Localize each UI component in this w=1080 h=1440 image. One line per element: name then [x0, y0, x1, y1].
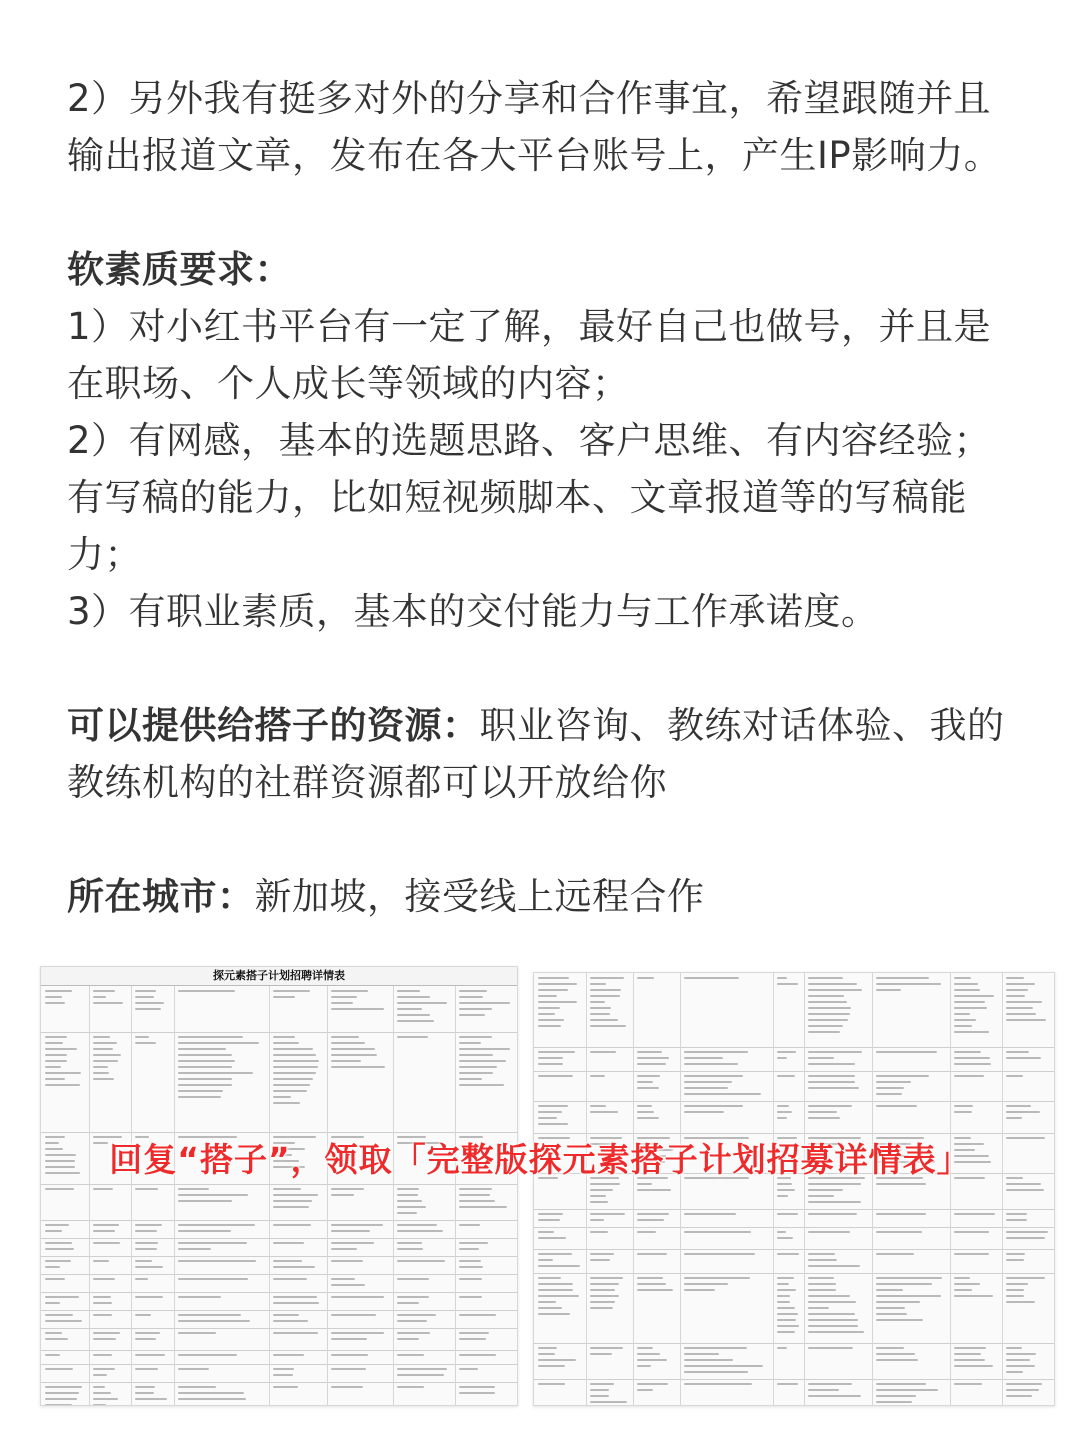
spreadsheet-cell [327, 1184, 395, 1220]
spreadsheet-cell [1002, 1101, 1055, 1133]
spreadsheet-cell [41, 986, 90, 1032]
spreadsheet-cell [131, 1238, 175, 1256]
spreadsheet-cell [534, 1101, 587, 1133]
spreadsheet-cell [804, 1249, 873, 1273]
paragraph-line: 3）有职业素质，基本的交付能力与工作承诺度。 [67, 590, 879, 633]
spreadsheet-cell [804, 1101, 873, 1133]
spreadsheet-cell [269, 1328, 327, 1350]
spreadsheet-cell [773, 1379, 805, 1406]
spreadsheet-cell [455, 986, 518, 1032]
spreadsheet-cell [586, 1209, 634, 1227]
spreadsheet-cell [41, 1310, 90, 1328]
spreadsheet-cell [804, 1209, 873, 1227]
spreadsheet-cell [174, 1350, 270, 1364]
spreadsheet-cell [586, 973, 634, 1047]
spreadsheet-row [41, 1238, 517, 1257]
spreadsheet-cell [269, 1032, 327, 1132]
spreadsheet-cell [804, 1379, 873, 1406]
spreadsheet-cell [269, 1274, 327, 1292]
spreadsheet-cell [327, 1032, 395, 1132]
spreadsheet-cell [455, 1220, 518, 1238]
spreadsheet-row [534, 1047, 1054, 1072]
resources-label: 可以提供给搭子的资源： [67, 704, 480, 747]
spreadsheet-cell [89, 1350, 133, 1364]
spreadsheet-cell [586, 1343, 634, 1379]
spreadsheet-cell [41, 1328, 90, 1350]
spreadsheet-cell [393, 1364, 456, 1382]
spreadsheet-cell [41, 1350, 90, 1364]
spreadsheet-cell [950, 1343, 1003, 1379]
spreadsheet-cell [131, 1328, 175, 1350]
spreadsheet-row [41, 1328, 517, 1351]
spreadsheet-row [41, 1032, 517, 1133]
spreadsheet-cell [89, 1382, 133, 1406]
spreadsheet-cell [131, 1310, 175, 1328]
spreadsheet-cell [174, 1310, 270, 1328]
spreadsheet-cell [41, 1274, 90, 1292]
spreadsheet-cell [174, 1032, 270, 1132]
spreadsheet-cell [633, 973, 681, 1047]
spreadsheet-cell [633, 1343, 681, 1379]
spreadsheet-cell [773, 1249, 805, 1273]
spreadsheet-row [41, 1310, 517, 1329]
spreadsheet-cell [89, 1274, 133, 1292]
spreadsheet-row [41, 1350, 517, 1365]
spreadsheet-cell [534, 1209, 587, 1227]
spreadsheet-cell [633, 1379, 681, 1406]
spreadsheet-cell [174, 1256, 270, 1274]
spreadsheet-cell [269, 1256, 327, 1274]
spreadsheet-cell [534, 1227, 587, 1249]
spreadsheet-cell [131, 1274, 175, 1292]
spreadsheet-cell [393, 1382, 456, 1406]
spreadsheet-row [534, 973, 1054, 1048]
spreadsheet-cell [872, 1209, 951, 1227]
spreadsheet-cell [89, 1292, 133, 1310]
spreadsheet-cell [586, 1227, 634, 1249]
spreadsheet-cell [131, 1350, 175, 1364]
spreadsheet-cell [1002, 1343, 1055, 1379]
spreadsheet-cell [327, 1292, 395, 1310]
city-line [67, 868, 1027, 925]
spreadsheet-cell [773, 1209, 805, 1227]
spreadsheet-cell [327, 1220, 395, 1238]
city-label: 所在城市： [67, 875, 255, 918]
spreadsheet-cell [327, 1328, 395, 1350]
spreadsheet-title: 探元素搭子计划招聘详情表 [41, 967, 517, 986]
spreadsheet-cell [633, 1273, 681, 1343]
spreadsheet-cell [950, 1227, 1003, 1249]
spreadsheet-cell [89, 1310, 133, 1328]
spreadsheet-cell [950, 1101, 1003, 1133]
spreadsheet-cell [89, 1184, 133, 1220]
spreadsheet-cell [269, 986, 327, 1032]
spreadsheet-cell [327, 1238, 395, 1256]
spreadsheet-cell [872, 1343, 951, 1379]
spreadsheet-cell [455, 1310, 518, 1328]
spreadsheet-row [534, 1101, 1054, 1134]
spreadsheet-cell [1002, 1379, 1055, 1406]
spreadsheet-cell [534, 1343, 587, 1379]
spreadsheet-cell [804, 1273, 873, 1343]
spreadsheet-cell [455, 1238, 518, 1256]
spreadsheet-row [534, 1071, 1054, 1102]
spreadsheet-cell [1002, 1209, 1055, 1227]
spreadsheet-cell [131, 1220, 175, 1238]
spreadsheet-cell [872, 1379, 951, 1406]
spreadsheet-cell [174, 1292, 270, 1310]
spreadsheet-cell [131, 1382, 175, 1406]
spreadsheet-row [534, 1209, 1054, 1228]
spreadsheet-cell [773, 1343, 805, 1379]
spreadsheet-cell [89, 1256, 133, 1274]
spreadsheet-cell [327, 1274, 395, 1292]
spreadsheet-cell [89, 1328, 133, 1350]
spreadsheet-row [41, 1382, 517, 1406]
spreadsheet-cell [586, 1101, 634, 1133]
spreadsheet-cell [327, 1382, 395, 1406]
spreadsheet-cell [455, 1292, 518, 1310]
spreadsheet-cell [269, 1310, 327, 1328]
spreadsheet-cell [174, 1184, 270, 1220]
spreadsheet-cell [950, 1071, 1003, 1101]
spreadsheet-row [41, 986, 517, 1033]
spreadsheet-cell [872, 1101, 951, 1133]
spreadsheet-cell [131, 986, 175, 1032]
spreadsheet-cell [804, 1071, 873, 1101]
spreadsheet-cell [680, 1227, 775, 1249]
spreadsheet-cell [633, 1227, 681, 1249]
spreadsheet-cell [1002, 1071, 1055, 1101]
spreadsheet-cell [174, 1274, 270, 1292]
spreadsheet-cell [872, 1249, 951, 1273]
spreadsheet-cell [41, 1382, 90, 1406]
spreadsheet-grid [41, 986, 517, 1405]
spreadsheet-image-right [533, 972, 1055, 1406]
paragraph-line: 输出报道文章，发布在各大平台账号上，产生IP影响力。 [67, 134, 1002, 177]
spreadsheet-cell [586, 1249, 634, 1273]
spreadsheet-cell [327, 1364, 395, 1382]
spreadsheet-cell [41, 1256, 90, 1274]
spreadsheet-cell [680, 1379, 775, 1406]
spreadsheet-cell [269, 1292, 327, 1310]
spreadsheet-cell [1002, 1227, 1055, 1249]
spreadsheet-cell [131, 1184, 175, 1220]
paragraph-line: 在职场、个人成长等领域的内容； [67, 362, 630, 405]
reply-keyword-banner: 回复“搭子”，领取「完整版探元素搭子计划招募详情表」 [109, 1140, 971, 1179]
spreadsheet-cell [633, 1209, 681, 1227]
spreadsheet-cell [680, 1343, 775, 1379]
city-text: 新加坡，接受线上远程合作 [254, 875, 705, 918]
spreadsheet-cell [131, 1256, 175, 1274]
spreadsheet-row [41, 1220, 517, 1239]
spreadsheet-cell [327, 1256, 395, 1274]
spreadsheet-cell [773, 973, 805, 1047]
spreadsheet-cell [89, 1238, 133, 1256]
spreadsheet-cell [680, 1249, 775, 1273]
paragraph-line: 2）有网感，基本的选题思路、客户思维、有内容经验； [67, 419, 992, 462]
spreadsheet-cell [131, 1292, 175, 1310]
spreadsheet-row [534, 1273, 1054, 1344]
spreadsheet-cell [455, 1184, 518, 1220]
spreadsheet-cell [680, 1101, 775, 1133]
spreadsheet-row [41, 1292, 517, 1311]
spreadsheet-cell [393, 1032, 456, 1132]
spreadsheet-cell [327, 986, 395, 1032]
spreadsheet-cell [174, 1328, 270, 1350]
spreadsheet-cell [872, 1047, 951, 1071]
spreadsheet-cell [455, 1274, 518, 1292]
spreadsheet-cell [455, 1382, 518, 1406]
spreadsheet-cell [1002, 1047, 1055, 1071]
section-heading-soft-skills: 软素质要求： [67, 248, 292, 291]
spreadsheet-cell [393, 1274, 456, 1292]
spreadsheet-cell [174, 1238, 270, 1256]
spreadsheet-cell [950, 1273, 1003, 1343]
spreadsheet-row [534, 1249, 1054, 1274]
spreadsheet-cell [872, 1227, 951, 1249]
spreadsheet-cell [89, 1032, 133, 1132]
spreadsheet-cell [393, 1220, 456, 1238]
spreadsheet-cell [269, 1350, 327, 1364]
spreadsheet-cell [680, 1209, 775, 1227]
spreadsheet-cell [804, 973, 873, 1047]
spreadsheet-cell [174, 1364, 270, 1382]
spreadsheet-cell [680, 1273, 775, 1343]
spreadsheet-cell [534, 1273, 587, 1343]
spreadsheet-cell [269, 1184, 327, 1220]
spreadsheet-cell [393, 1310, 456, 1328]
spreadsheet-row [41, 1256, 517, 1275]
spreadsheet-cell [89, 986, 133, 1032]
spreadsheet-cell [269, 1220, 327, 1238]
spreadsheet-cell [950, 1249, 1003, 1273]
spreadsheet-cell [393, 1328, 456, 1350]
spreadsheet-cell [455, 1032, 518, 1132]
spreadsheet-cell [534, 1249, 587, 1273]
spreadsheet-cell [680, 1071, 775, 1101]
spreadsheet-cell [174, 986, 270, 1032]
spreadsheet-cell [804, 1047, 873, 1071]
spreadsheet-cell [455, 1350, 518, 1364]
spreadsheet-cell [773, 1227, 805, 1249]
spreadsheet-cell [393, 1184, 456, 1220]
spreadsheet-cell [269, 1238, 327, 1256]
spreadsheet-cell [950, 1047, 1003, 1071]
spreadsheet-cell [534, 1071, 587, 1101]
spreadsheet-cell [633, 1101, 681, 1133]
spreadsheet-cell [393, 1238, 456, 1256]
spreadsheet-row [41, 1184, 517, 1221]
spreadsheet-cell [41, 1220, 90, 1238]
article-body [67, 70, 1027, 925]
spreadsheet-cell [327, 1310, 395, 1328]
paragraph-line: 1）对小红书平台有一定了解，最好自己也做号，并且是 [67, 305, 992, 348]
spreadsheet-cell [633, 1249, 681, 1273]
spreadsheet-cell [393, 1350, 456, 1364]
spreadsheet-cell [773, 1101, 805, 1133]
spreadsheet-cell [455, 1364, 518, 1382]
spreadsheet-cell [89, 1220, 133, 1238]
spreadsheet-cell [804, 1227, 873, 1249]
spreadsheet-cell [586, 1273, 634, 1343]
spreadsheet-cell [131, 1032, 175, 1132]
spreadsheet-cell [633, 1071, 681, 1101]
spreadsheet-cell [773, 1273, 805, 1343]
spreadsheet-cell [41, 1032, 90, 1132]
spreadsheet-cell [586, 1379, 634, 1406]
paragraph-line: 教练机构的社群资源都可以开放给你 [67, 761, 667, 804]
spreadsheet-cell [393, 1256, 456, 1274]
spreadsheet-cell [872, 1273, 951, 1343]
paragraph-line: 有写稿的能力，比如短视频脚本、文章报道等的写稿能 [67, 476, 967, 519]
spreadsheet-cell [872, 973, 951, 1047]
spreadsheet-cell [393, 986, 456, 1032]
spreadsheet-cell [950, 1379, 1003, 1406]
spreadsheet-cell [455, 1256, 518, 1274]
paragraph-line: 力； [67, 533, 142, 576]
spreadsheet-row [41, 1364, 517, 1383]
spreadsheet-cell [680, 973, 775, 1047]
spreadsheet-row [41, 1274, 517, 1293]
spreadsheet-cell [804, 1343, 873, 1379]
spreadsheet-cell [41, 1292, 90, 1310]
spreadsheet-cell [327, 1350, 395, 1364]
spreadsheet-grid [534, 973, 1054, 1405]
spreadsheet-cell [41, 1364, 90, 1382]
spreadsheet-cell [633, 1047, 681, 1071]
spreadsheet-cell [269, 1364, 327, 1382]
spreadsheet-cell [41, 1184, 90, 1220]
spreadsheet-cell [534, 973, 587, 1047]
spreadsheet-cell [174, 1382, 270, 1406]
spreadsheet-cell [534, 1047, 587, 1071]
spreadsheet-cell [586, 1071, 634, 1101]
spreadsheet-cell [950, 1209, 1003, 1227]
spreadsheet-cell [773, 1047, 805, 1071]
resources-line [67, 697, 1027, 754]
spreadsheet-cell [393, 1292, 456, 1310]
spreadsheet-row [534, 1379, 1054, 1406]
spreadsheet-cell [773, 1071, 805, 1101]
spreadsheet-cell [41, 1238, 90, 1256]
spreadsheet-cell [950, 973, 1003, 1047]
spreadsheet-image-left [40, 966, 518, 1406]
resources-text: 职业咨询、教练对话体验、我的 [479, 704, 1005, 747]
spreadsheet-cell [1002, 1273, 1055, 1343]
spreadsheet-cell [174, 1220, 270, 1238]
spreadsheet-cell [534, 1379, 587, 1406]
spreadsheet-cell [89, 1364, 133, 1382]
spreadsheet-cell [1002, 973, 1055, 1047]
paragraph-line: 2）另外我有挺多对外的分享和合作事宜，希望跟随并且 [67, 77, 992, 120]
spreadsheet-cell [455, 1328, 518, 1350]
spreadsheet-cell [269, 1382, 327, 1406]
spreadsheet-cell [872, 1071, 951, 1101]
spreadsheet-cell [1002, 1249, 1055, 1273]
spreadsheet-cell [131, 1364, 175, 1382]
spreadsheet-row [534, 1343, 1054, 1380]
spreadsheet-cell [680, 1047, 775, 1071]
spreadsheet-row [534, 1227, 1054, 1250]
spreadsheet-cell [586, 1047, 634, 1071]
